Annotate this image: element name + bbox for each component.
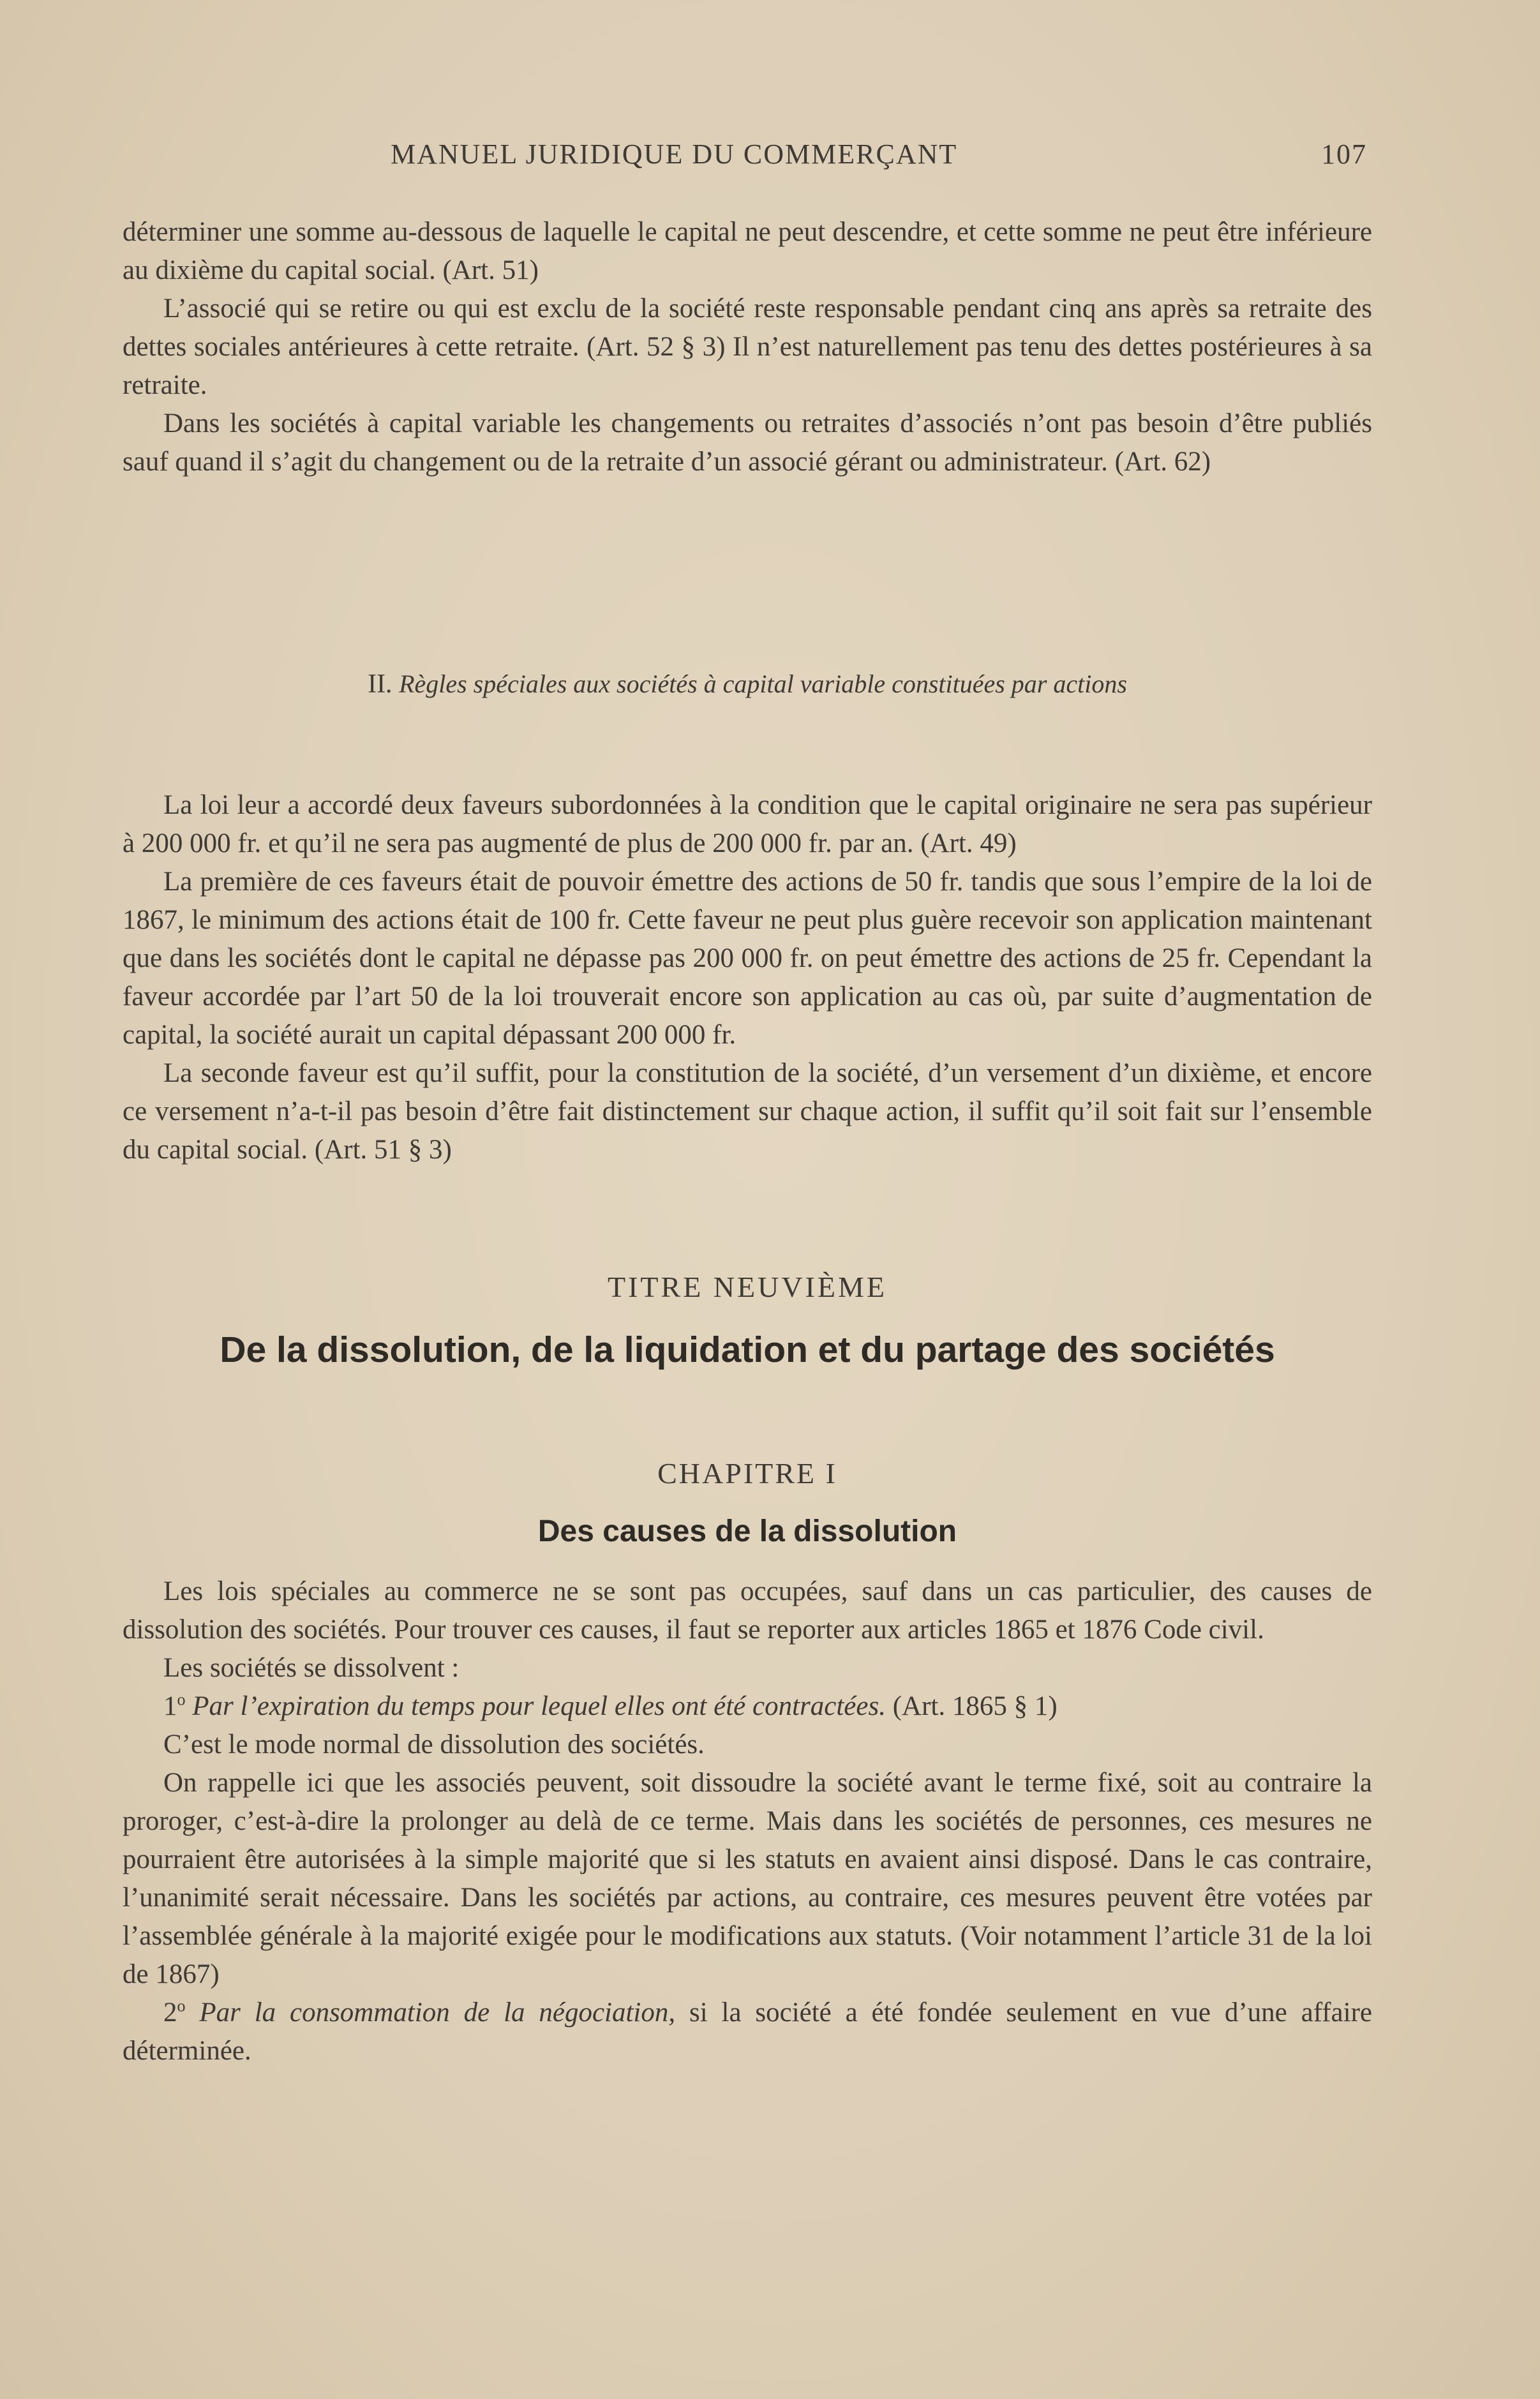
running-head [123, 131, 1372, 176]
paragraph: Dans les sociétés à capital variable les changements ou retraites d’associés n’ont pas besoin d’être publiés sauf quand il s’agit du changement ou de la retraite d’un associé gérant ou administrateur. (Art. 62) [123, 408, 1372, 477]
item-ordinal: o [177, 1690, 186, 1709]
paragraph: La loi leur a accordé deux faveurs subordonnées à la condition que le capital originaire ne sera pas supérieur à 200 000 fr. et qu’il ne sera pas augmenté de plus de 200 000 fr. par an. (Art. 49) [123, 790, 1372, 858]
running-title: MANUEL JURIDIQUE DU COMMERÇANT [391, 138, 958, 170]
chapter-paragraphs [123, 1573, 1372, 2070]
item-ordinal: o [177, 1996, 186, 2015]
item-number: 1 [163, 1691, 177, 1721]
paragraph: Les sociétés se dissolvent : [163, 1653, 460, 1683]
main-title: De la dissolution, de la liquidation et du partage des sociétés [220, 1329, 1275, 1370]
chapter-heading: CHAPITRE I [657, 1457, 837, 1490]
item-italic: Par la consommation de la négociation, [199, 1998, 676, 2028]
chapter-title: Des causes de la dissolution [537, 1514, 957, 1548]
item-text: (Art. 1865 § 1) [885, 1691, 1058, 1721]
list-item [123, 1994, 1372, 2070]
item-italic: Par l’expiration du temps pour lequel elles ont été contractées. [192, 1691, 886, 1721]
list-item [123, 1687, 1372, 1726]
section-number: II. [368, 669, 392, 699]
item-text: si la société a été fondée seulement en vue d’une affaire déterminée. [123, 1998, 1372, 2066]
paragraph: La seconde faveur est qu’il suffit, pour la constitution de la société, d’un versement d’un dixième, et encore ce versement n’a-t-il pas besoin d’être fait distinctement sur chaque action, il suffit qu’il soit fait sur l’ensemble du capital social. (Art. 51 § 3) [123, 1058, 1372, 1165]
titre-heading: TITRE NEUVIÈME [608, 1271, 887, 1303]
paragraph: L’associé qui se retire ou qui est exclu de la société reste responsable pendant cinq ans après sa retraite des dettes sociales antérieures à cette retraite. (Art. 52 § 3) Il n’est naturellement pas tenu des dettes postérieures à sa retraite. [123, 294, 1372, 400]
section-ii-paragraphs [123, 786, 1372, 1169]
paragraph: Les lois spéciales au commerce ne se sont pas occupées, sauf dans un cas particulier, des causes de dissolution des sociétés. Pour trouver ces causes, il faut se reporter aux articles 1865 et 1876 Code civil. [123, 1576, 1372, 1645]
paragraph: déterminer une somme au-dessous de laquelle le capital ne peut descendre, et cette somme ne peut être inférieure au dixième du capital social. (Art. 51) [123, 217, 1372, 285]
item-number: 2 [163, 1998, 177, 2028]
top-paragraphs [123, 213, 1372, 481]
section-heading-ii [123, 648, 1372, 703]
section-title: Règles spéciales aux sociétés à capital variable constituées par actions [399, 669, 1127, 698]
page-number: 107 [1321, 138, 1367, 170]
paragraph: C’est le mode normal de dissolution des sociétés. [163, 1730, 705, 1760]
paragraph: La première de ces faveurs était de pouvoir émettre des actions de 50 fr. tandis que sous l’empire de la loi de 1867, le minimum des actions était de 100 fr. Cette faveur ne peut plus guère recevoir son application maintenant que dans les sociétés dont le capital ne dépasse pas 200 000 fr. on peut émettre des actions de 25 fr. Cependant la faveur accordée par l’art 50 de la loi trouverait encore son application au cas où, par suite d’augmentation de capital, la société aurait un capital dépassant 200 000 fr. [123, 867, 1372, 1050]
paragraph: On rappelle ici que les associés peuvent, soit dissoudre la société avant le terme fixé, soit au contraire la proroger, c’est-à-dire la prolonger au delà de ce terme. Mais dans les sociétés de personnes, ces mesures ne pourraient être autorisées à la simple majorité que si les statuts en avaient ainsi disposé. Dans le cas contraire, l’unanimité serait nécessaire. Dans les sociétés par actions, au contraire, ces mesures peuvent être votées par l’assemblée générale à la majorité exigée pour le modifications aux statuts. (Voir notamment l’article 31 de la loi de 1867) [123, 1768, 1372, 1989]
